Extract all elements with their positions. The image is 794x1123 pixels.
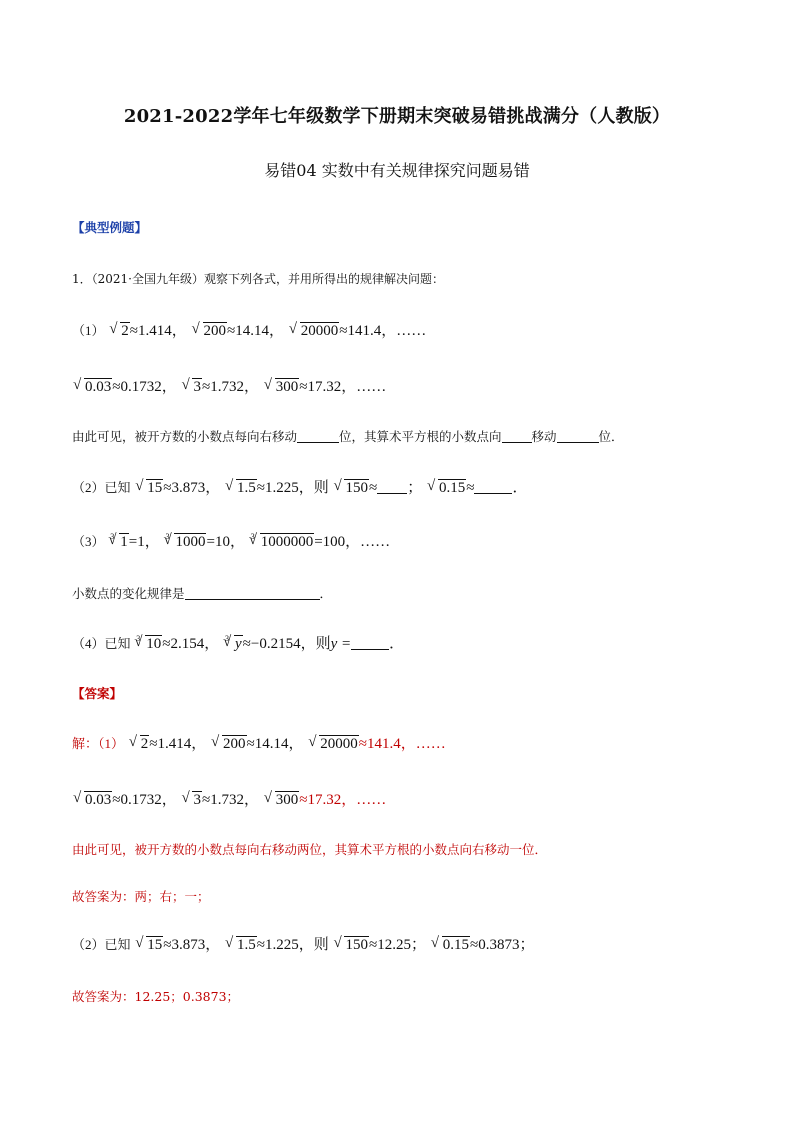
approx-value: ≈14.14，: [246, 736, 304, 752]
cbrt-expression: √ 1000000: [250, 531, 315, 553]
variable-equation: y =: [330, 636, 352, 652]
approx-value: ≈1.414，: [129, 323, 187, 339]
question-part3-fill: [72, 583, 332, 605]
cube-root-index: 3: [136, 634, 141, 643]
sqrt-expression: √ 2: [110, 320, 130, 342]
approx-value: ≈0.1732，: [112, 792, 177, 808]
approx-value: ≈1.414，: [149, 736, 207, 752]
sqrt-expression: √ 300: [265, 376, 300, 398]
fill-text: 由此可见，被开方数的小数点每向右移动: [72, 429, 298, 444]
sqrt-expression: √ 20000: [290, 320, 340, 342]
sqrt-expression: √ 150: [334, 477, 369, 499]
approx-value: ≈0.1732，: [112, 379, 177, 395]
fill-text: 小数点的变化规律是: [72, 586, 185, 601]
sqrt-expression: √ 15: [136, 477, 163, 499]
answer-blank[interactable]: [474, 493, 512, 494]
cbrt-expression: √ 1000: [164, 531, 206, 553]
cbrt-expression: √ y: [224, 633, 243, 655]
approx-value: ≈1.225，则: [256, 480, 329, 496]
approx-value: ≈141.4，……: [358, 736, 446, 752]
part-label: （3）: [72, 534, 105, 549]
question-part1-fill: [72, 426, 624, 448]
cube-root-index: 3: [250, 532, 255, 541]
answer-part2-result: 故答案为：12.25；0.3873；: [72, 989, 240, 1004]
approx-value: ≈1.732，: [201, 792, 259, 808]
period: ．: [389, 636, 405, 652]
exact-value: =100，……: [314, 534, 391, 550]
approx-value: ≈14.14，: [227, 323, 284, 339]
sqrt-expression: √ 200: [193, 320, 228, 342]
approx-sign: ≈: [466, 480, 475, 496]
exact-value: =10，: [206, 534, 245, 550]
approx-sign: ≈: [368, 480, 378, 496]
cbrt-expression: √ 1: [109, 531, 129, 553]
sqrt-expression: √ 300: [265, 789, 300, 811]
sqrt-expression: √ 15: [136, 934, 163, 956]
approx-value: ≈3.873，: [163, 937, 221, 953]
period: ．: [512, 480, 528, 496]
answer-blank[interactable]: [297, 442, 339, 443]
sqrt-expression: √ 20000: [309, 733, 359, 755]
approx-value: ≈1.732，: [201, 379, 259, 395]
approx-value: ≈17.32，……: [299, 792, 387, 808]
sqrt-expression: √ 2: [130, 733, 150, 755]
answer-blank[interactable]: [185, 599, 320, 600]
period: ．: [319, 586, 333, 601]
answer-part2: [72, 934, 534, 956]
approx-value: ≈0.3873；: [469, 937, 535, 953]
answer-part1-result: 故答案为：两；右；一；: [72, 889, 210, 904]
approx-value: ≈−0.2154，则: [242, 636, 331, 652]
sqrt-expression: √ 0.03: [74, 789, 112, 811]
approx-value: ≈1.225，则: [256, 937, 329, 953]
answer-conclusion: 由此可见，被开方数的小数点每向右移动两位，其算术平方根的小数点向右移动一位．: [72, 842, 548, 857]
sqrt-expression: √ 200: [212, 733, 247, 755]
fill-text: 移动: [531, 429, 557, 444]
sqrt-expression: √ 0.15: [432, 934, 470, 956]
sqrt-expression: √ 3: [182, 789, 202, 811]
document-subtitle: 易错04 实数中有关规律探究问题易错: [264, 161, 530, 180]
answer-blank[interactable]: [502, 442, 532, 443]
part-label: （4）已知: [72, 636, 131, 651]
part-label: （1）: [72, 323, 105, 338]
approx-value: ≈141.4，……: [339, 323, 427, 339]
exact-value: =1，: [128, 534, 160, 550]
sqrt-expression: √ 150: [334, 934, 369, 956]
answer-blank[interactable]: [351, 649, 389, 650]
part-label: （2）已知: [72, 937, 131, 952]
separator: ；: [407, 480, 423, 496]
question-intro: 1．（2021·全国九年级）观察下列各式，并用所得出的规律解决问题：: [72, 272, 444, 286]
sqrt-expression: √ 3: [182, 376, 202, 398]
question-part4: [72, 633, 404, 657]
sqrt-expression: √ 1.5: [226, 934, 257, 956]
question-part1-line2: [72, 376, 386, 398]
approx-value: ≈17.32，……: [299, 379, 387, 395]
sqrt-expression: √ 1.5: [226, 477, 257, 499]
approx-value: ≈2.154，: [162, 636, 220, 652]
cube-root-index: 3: [225, 634, 229, 643]
approx-value: ≈3.873，: [163, 480, 221, 496]
question-part3: [72, 531, 390, 555]
answer-part1-line1: [72, 733, 446, 755]
answer-blank[interactable]: [377, 493, 407, 494]
fill-text: 位，其算术平方根的小数点向: [339, 429, 502, 444]
cube-root-index: 3: [165, 532, 170, 541]
section-heading-example: 【典型例题】: [72, 220, 148, 235]
sqrt-expression: √ 0.15: [428, 477, 466, 499]
document-title: 2021-2022学年七年级数学下册期末突破易错挑战满分（人教版）: [123, 106, 671, 127]
approx-value: ≈12.25；: [368, 937, 426, 953]
cbrt-expression: √ 10: [135, 633, 162, 655]
sqrt-expression: √ 0.03: [74, 376, 112, 398]
fill-text: 位．: [598, 429, 624, 444]
question-part2: [72, 477, 527, 499]
section-heading-answer: 【答案】: [72, 686, 123, 701]
cube-root-index: 3: [110, 532, 115, 541]
solution-label: 解：（1）: [72, 736, 125, 751]
part-label: （2）已知: [72, 480, 131, 495]
answer-blank[interactable]: [557, 442, 599, 443]
answer-part1-line2: [72, 789, 386, 811]
question-part1-line1: [72, 320, 426, 342]
